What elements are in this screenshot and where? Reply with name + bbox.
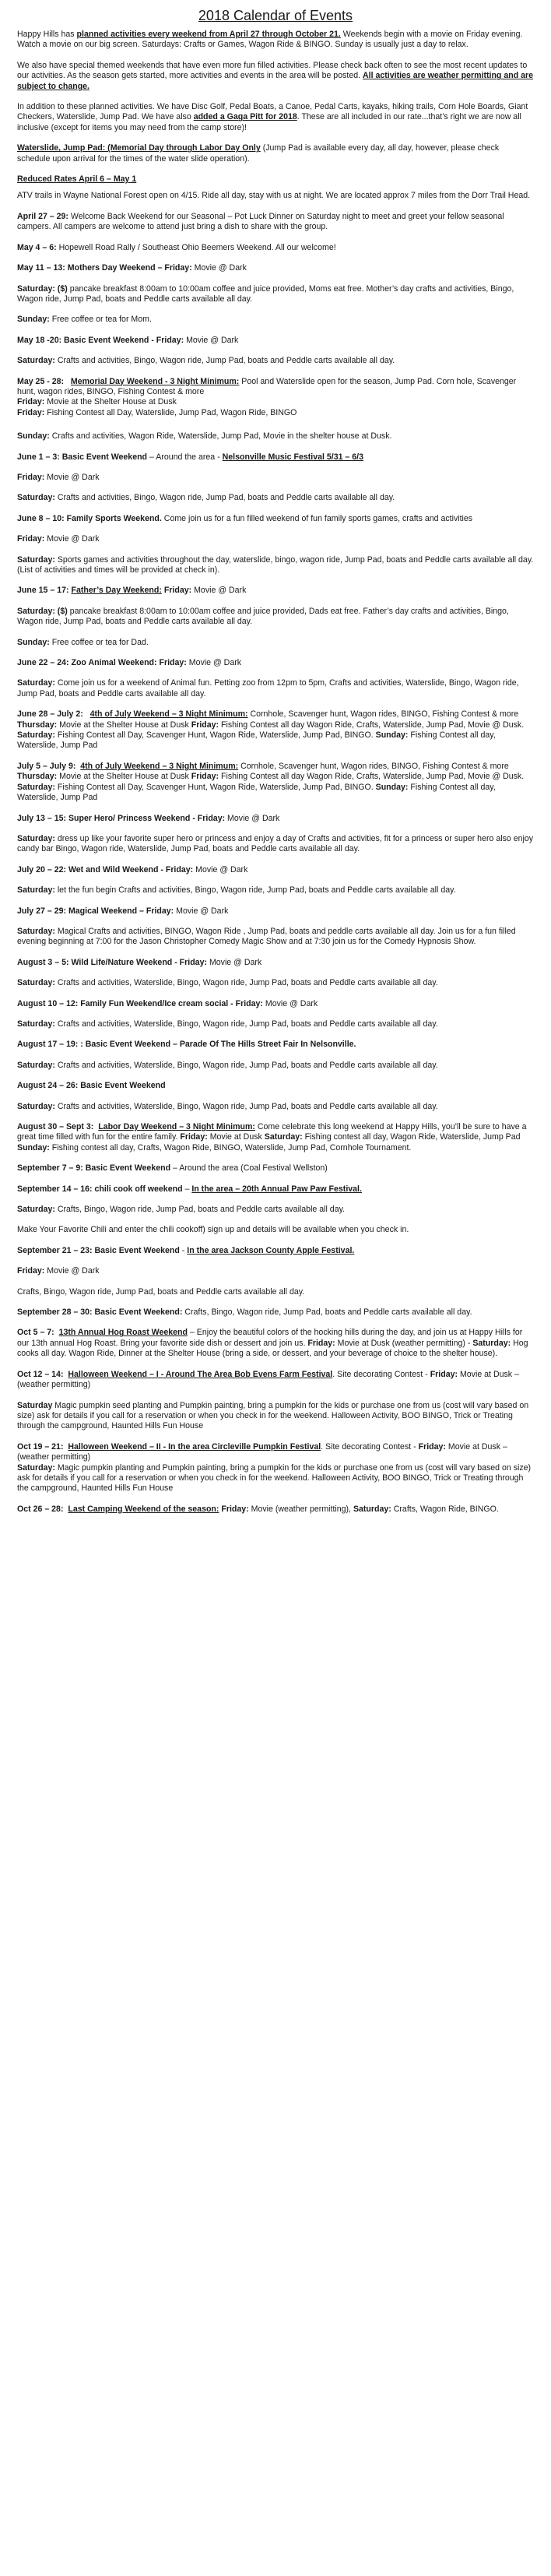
event-sep-21-heading: September 21 – 23: Basic Event Weekend - In the area Jackson County Apple Festival.: [17, 1245, 355, 1255]
event-aug-24-heading: August 24 – 26: Basic Event Weekend: [17, 1081, 166, 1091]
event-may-18-saturday: Saturday: Crafts and activities, Bingo, Wagon ride, Jump Pad, boats and Peddle carts available all day.: [17, 356, 395, 366]
page-title: 2018 Calendar of Events: [198, 8, 353, 23]
event-jun-1-heading: June 1 – 3: Basic Event Weekend – Around the area - Nelsonville Music Festival 5/31 – 6/3: [17, 452, 363, 462]
event-jul-5: July 5 – July 9: 4th of July Weekend – 3 Night Minimum: Cornhole, Scavenger hunt, Wagon rides, BINGO, Fishing Contest & more Thursday: Movie at the Shelter House at Dusk Friday: Fishing Contest all day Wagon Ride, Crafts, Waterslide, Jump Pad, Movie @ Dusk. Saturday: Fishing Contest all Day, Scavenger Hunt, Wagon Ride, Waterslide, Jump Pad, BINGO. Sunday: Fishing Contest all day, Waterslide, Jump Pad: [17, 761, 525, 803]
event-oct-12: Oct 12 – 14: Halloween Weekend – I - Around The Area Bob Evens Farm Festival. Site decorating Contest - Friday: Movie at Dusk – (weather permitting): [17, 1369, 519, 1390]
waterslide-paragraph: Waterslide, Jump Pad: (Memorial Day through Labor Day Only (Jump Pad is available every day, all day, however, please check schedule upon arrival for the times of the water slide operation).: [17, 143, 500, 164]
event-sep-28: September 28 – 30: Basic Event Weekend: Crafts, Bingo, Wagon ride, Jump Pad, boats and Peddle carts available all day.: [17, 1307, 472, 1318]
event-jun-8-heading: June 8 – 10: Family Sports Weekend. Come join us for a fun filled weekend of fun family sports games, crafts and activities: [17, 513, 473, 523]
event-jun-1-friday: Friday: Movie @ Dark: [17, 472, 100, 482]
event-sep-14-heading: September 14 – 16: chili cook off weekend – In the area – 20th Annual Paw Paw Festival.: [17, 1184, 362, 1194]
event-jun-15-heading: June 15 – 17: Father’s Day Weekend: Friday: Movie @ Dark: [17, 586, 247, 596]
intro-paragraph: Happy Hills has planned activities every weekend from April 27 through October 21. Weekends begin with a movie on Friday evening. Watch a movie on our big screen. Saturdays: Crafts or Games, Wagon Ride & BINGO. Sunday is usually just a day to relax.: [17, 30, 523, 50]
event-may-18-heading: May 18 -20: Basic Event Weekend - Friday: Movie @ Dark: [17, 335, 239, 345]
event-may-11-heading: May 11 – 13: Mothers Day Weekend – Friday: Movie @ Dark: [17, 263, 247, 273]
event-may-4: May 4 – 6: Hopewell Road Rally / Southeast Ohio Beemers Weekend. All our welcome!: [17, 242, 336, 252]
event-jul-20-heading: July 20 – 22: Wet and Wild Weekend - Friday: Movie @ Dark: [17, 864, 248, 875]
event-jun-8-friday: Friday: Movie @ Dark: [17, 534, 100, 544]
event-may-25: May 25 - 28: Memorial Day Weekend - 3 Night Minimum: Pool and Waterslide open for the season, Jump Pad. Corn hole, Scavenger hunt, wagon rides, BINGO, Fishing Contest & more Friday: Movie at the Shelter House at Dusk Friday: Fishing Contest all Day, Waterslide, Jump Pad, Wagon Ride, BINGO: [17, 376, 517, 417]
event-sep-14-note: Make Your Favorite Chili and enter the chili cookoff) sign up and details will be available when you check in.: [17, 1225, 409, 1235]
event-jul-13-heading: July 13 – 15: Super Hero/ Princess Weekend - Friday: Movie @ Dark: [17, 813, 280, 823]
event-sep-21-friday: Friday: Movie @ Dark: [17, 1266, 100, 1276]
event-may-25-sunday: Sunday: Crafts and activities, Wagon Ride, Waterslide, Jump Pad, Movie in the shelter house at Dusk.: [17, 431, 392, 442]
event-sep-7: September 7 – 9: Basic Event Weekend – Around the area (Coal Festival Wellston): [17, 1163, 328, 1174]
event-jul-27-saturday: Saturday: Magical Crafts and activities, BINGO, Wagon Ride , Jump Pad, boats and peddle carts available all day. Join us for a fun filled evening beginning at 7:00 for the Jason Christopher Comedy Magic Show and at 7:30 join us for the Comedy Hypnosis Show.: [17, 926, 516, 947]
event-jun-1-saturday: Saturday: Crafts and activities, Bingo, Wagon ride, Jump Pad, boats and Peddle carts available all day.: [17, 493, 395, 503]
event-sep-14-saturday: Saturday: Crafts, Bingo, Wagon ride, Jump Pad, boats and Peddle carts available all day.: [17, 1205, 346, 1215]
amenities-paragraph: In addition to these planned activities. We have Disc Golf, Pedal Boats, a Canoe, Pedal Carts, kayaks, hiking trails, Corn Hole Boards, Giant Checkers, Waterslide, Jump Pad. We have also added a Gaga Pitt for 2018. These are all included in our rate...that’s right we are now all inclusive (except for items you may need from the camp store)!: [17, 102, 528, 132]
themed-weekends-paragraph: We also have special themed weekends that have even more fun filled activities. Please check back often to see the most recent updates to our activities. As the season gets started, more activities and events in the area will be posted. All activities are weather permitting and are subject to change.: [17, 60, 534, 91]
event-jul-20-saturday: Saturday: let the fun begin Crafts and activities, Bingo, Wagon ride, Jump Pad, boats and Peddle carts available all day.: [17, 885, 456, 896]
event-aug-24-saturday: Saturday: Crafts and activities, Waterslide, Bingo, Wagon ride, Jump Pad, boats and Peddle carts available all day.: [17, 1101, 438, 1111]
event-apr-27: April 27 – 29: Welcome Back Weekend for our Seasonal – Pot Luck Dinner on Saturday night to meet and greet your fellow seasonal campers. All campers are welcome to attend just bring a dish to share with the group.: [17, 211, 504, 232]
event-aug-17-saturday: Saturday: Crafts and activities, Waterslide, Bingo, Wagon ride, Jump Pad, boats and Peddle carts available all day.: [17, 1060, 438, 1070]
event-aug-10-heading: August 10 – 12: Family Fun Weekend/Ice cream social - Friday: Movie @ Dark: [17, 998, 318, 1008]
event-aug-30: August 30 – Sept 3: Labor Day Weekend – 3 Night Minimum: Come celebrate this long weekend at Happy Hills, you’ll be sure to have a great time filled with fun for the entire family. Friday: Movie at Dusk Saturday: Fishing contest all day, Wagon Ride, Waterslide, Jump Pad Sunday: Fishing contest all day, Crafts, Wagon Ride, BINGO, Waterslide, Jump Pad, Cornhole Tournament.: [17, 1122, 527, 1153]
event-jun-15-sunday: Sunday: Free coffee or tea for Dad.: [17, 637, 149, 647]
event-oct-19: Oct 19 – 21: Halloween Weekend – II - In the area Circleville Pumpkin Festival. Site decorating Contest - Friday: Movie at Dusk – (weather permitting) Saturday: Magic pumpkin planting and Pumpkin painting, bring a pumpkin for the kids or purchase one from us (cost will vary based on size) ask for details if you call for a reservation or when you check in for the weekend. Halloween Activity, BOO BINGO, Trick or Treating through the campground, Haunted Hills Fun House: [17, 1441, 532, 1494]
event-jul-13-saturday: Saturday: dress up like your favorite super hero or princess and enjoy a day of Crafts and activities, fit for a princess or super hero also enjoy candy bar Bingo, Wagon ride, Waterslide, Jump Pad, boats and Peddle carts available all day.: [17, 833, 534, 854]
event-aug-17-heading: August 17 – 19: : Basic Event Weekend – Parade Of The Hills Street Fair In Nelsonville.: [17, 1040, 356, 1050]
event-aug-3-heading: August 3 – 5: Wild Life/Nature Weekend - Friday: Movie @ Dark: [17, 957, 262, 967]
event-oct-12-saturday: Saturday Magic pumpkin seed planting and Pumpkin painting, bring a pumpkin for the kids or purchase one from us (cost will vary based on size) ask for details if you call for a reservation or when you check in for the weekend. Halloween Activity, BOO BINGO, Trick or Treating through the campground, Haunted Hills Fun House: [17, 1400, 529, 1431]
event-jun-15-saturday: Saturday: ($) pancake breakfast 8:00am to 10:00am coffee and juice provided, Dads eat free. Father’s day crafts and activities, Bingo, Wagon ride, Jump Pad, boats and Peddle carts available all day.: [17, 606, 509, 627]
event-oct-26: Oct 26 – 28: Last Camping Weekend of the season: Friday: Movie (weather permitting), Saturday: Crafts, Wagon Ride, BINGO.: [17, 1504, 499, 1514]
event-sep-21-saturday: Crafts, Bingo, Wagon ride, Jump Pad, boats and Peddle carts available all day.: [17, 1286, 305, 1297]
atv-paragraph: ATV trails in Wayne National Forest open on 4/15. Ride all day, stay with us at night. We are located approx 7 miles from the Dorr Trail Head.: [17, 191, 531, 201]
event-may-11-sunday: Sunday: Free coffee or tea for Mom.: [17, 315, 152, 325]
event-jun-28: June 28 – July 2: 4th of July Weekend – 3 Night Minimum: Cornhole, Scavenger hunt, Wagon rides, BINGO, Fishing Contest & more Thursday: Movie at the Shelter House at Dusk Friday: Fishing Contest all day Wagon Ride, Crafts, Waterslide, Jump Pad, Movie @ Dusk. Saturday: Fishing Contest all Day, Scavenger Hunt, Wagon Ride, Waterslide, Jump Pad, BINGO. Sunday: Fishing Contest all day, Waterslide, Jump Pad: [17, 709, 525, 751]
event-jun-8-saturday: Saturday: Sports games and activities throughout the day, waterslide, bingo, wagon ride, Jump Pad, boats and Peddle carts available all day. (List of activities and times will be provided at check in).: [17, 554, 534, 575]
event-aug-10-saturday: Saturday: Crafts and activities, Waterslide, Bingo, Wagon ride, Jump Pad, boats and Peddle carts available all day.: [17, 1019, 438, 1029]
event-jun-22-saturday: Saturday: Come join us for a weekend of Animal fun. Petting zoo from 12pm to 5pm, Crafts and activities, Waterslide, Bingo, Wagon ride, Jump Pad, boats and Peddle carts available all day.: [17, 678, 519, 699]
event-oct-5: Oct 5 – 7: 13th Annual Hog Roast Weekend – Enjoy the beautiful colors of the hocking hills during the day, and join us at Happy Hills for our 13th annual Hog Roast. Bring your favorite side dish or dessert and join us. Friday: Movie at Dusk (weather permitting) - Saturday: Hog cooks all day. Wagon Ride, Dinner at the Shelter House (bring a side, or dessert, and your beverage of choice to the shelter house).: [17, 1328, 528, 1359]
event-may-11-saturday: Saturday: ($) pancake breakfast 8:00am to 10:00am coffee and juice provided, Moms eat free. Mother’s day crafts and activities, Bingo, Wagon ride, Jump Pad, boats and Peddle carts available all day.: [17, 283, 514, 304]
event-jun-22-heading: June 22 – 24: Zoo Animal Weekend: Friday: Movie @ Dark: [17, 658, 242, 668]
event-aug-3-saturday: Saturday: Crafts and activities, Waterslide, Bingo, Wagon ride, Jump Pad, boats and Peddle carts available all day.: [17, 978, 438, 988]
reduced-rates-heading: Reduced Rates April 6 – May 1: [17, 174, 137, 185]
event-jul-27-heading: July 27 – 29: Magical Weekend – Friday: Movie @ Dark: [17, 906, 229, 916]
